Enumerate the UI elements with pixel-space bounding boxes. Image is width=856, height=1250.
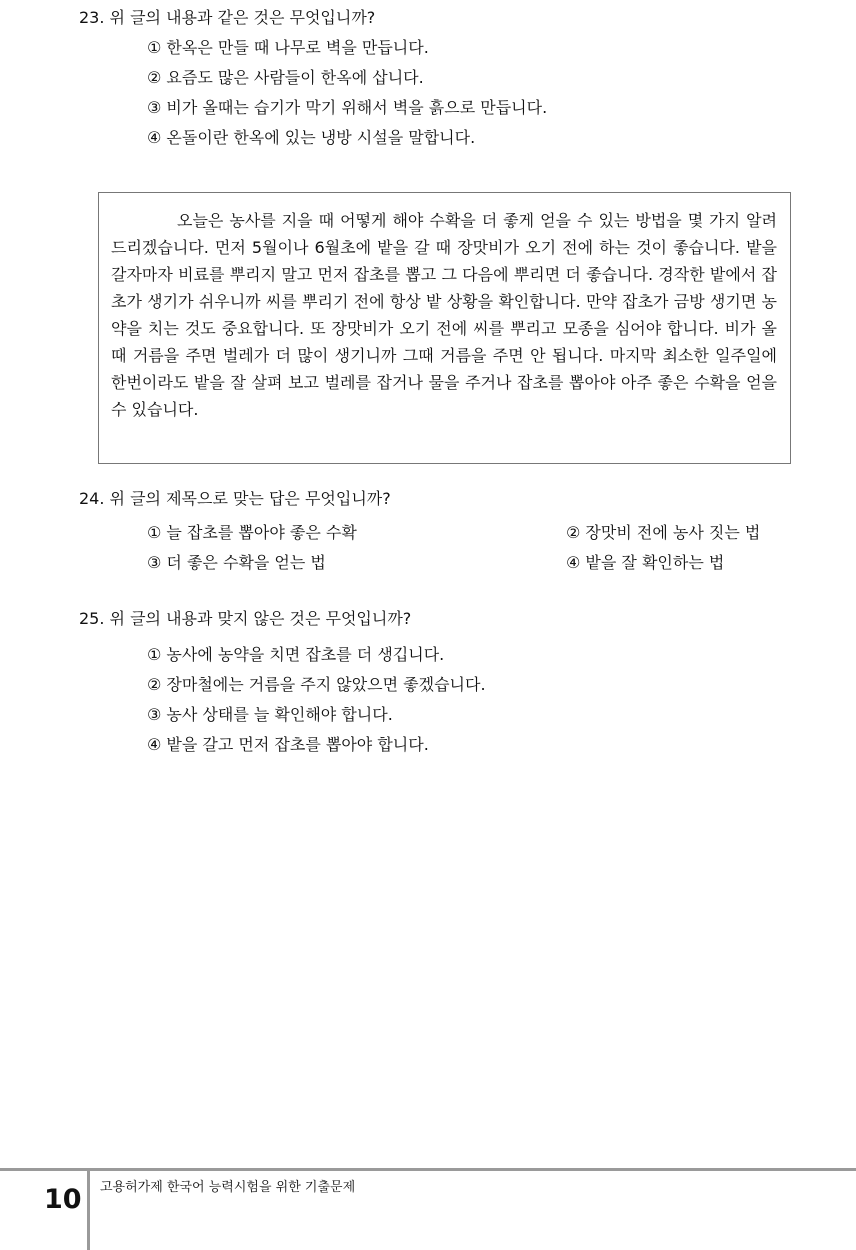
question-24-option-4: ④ 밭을 잘 확인하는 법 bbox=[566, 553, 725, 572]
question-24-option-1: ① 늘 잡초를 뽑아야 좋은 수확 bbox=[147, 523, 357, 542]
question-23-option-1: ① 한옥은 만들 때 나무로 벽을 만듭니다. bbox=[147, 38, 429, 57]
question-24-option-2: ② 장맛비 전에 농사 짓는 법 bbox=[566, 523, 761, 542]
question-23-option-2: ② 요즘도 많은 사람들이 한옥에 삽니다. bbox=[147, 68, 424, 87]
reading-passage-box bbox=[98, 192, 791, 464]
question-25-option-2: ② 장마철에는 거름을 주지 않았으면 좋겠습니다. bbox=[147, 675, 486, 694]
question-24-option-3: ③ 더 좋은 수확을 얻는 법 bbox=[147, 553, 326, 572]
question-25-option-3: ③ 농사 상태를 늘 확인해야 합니다. bbox=[147, 705, 393, 724]
page-number: 10 bbox=[44, 1184, 82, 1215]
question-23-option-4: ④ 온돌이란 한옥에 있는 냉방 시설을 말합니다. bbox=[147, 128, 476, 147]
footer-divider bbox=[0, 1168, 856, 1171]
question-23-option-3: ③ 비가 올때는 습기가 막기 위해서 벽을 흙으로 만듭니다. bbox=[147, 98, 548, 117]
book-title: 고용허가제 한국어 능력시험을 위한 기출문제 bbox=[100, 1180, 356, 1195]
question-24-title: 24. 위 글의 제목으로 맞는 답은 무엇입니까? bbox=[79, 489, 391, 508]
question-25-option-4: ④ 밭을 갈고 먼저 잡초를 뽑아야 합니다. bbox=[147, 735, 429, 754]
footer-vertical-divider bbox=[87, 1168, 90, 1250]
reading-passage-text: 오늘은 농사를 지을 때 어떻게 해야 수확을 더 좋게 얻을 수 있는 방법을 몇 가지 알려 드리겠습니다. 먼저 5월이나 6월초에 밭을 갈 때 장맛비가 오기 전에 하는 것이 좋습니다. 밭을 갈자마자 비료를 뿌리지 말고 먼저 잡초를 뽑고 그 다음에 뿌리면 더 좋습니다. 경작한 밭에서 잡초가 생기가 쉬우니까 씨를 뿌리기 전에 항상 밭 상황을 확인합니다. 만약 잡초가 금방 생기면 농약을 치는 것도 중요합니다. 또 장맛비가 오기 전에 씨를 뿌리고 모종을 심어야 합니다. 비가 올 때 거름을 주면 벌레가 더 많이 생기니까 그때 거름을 주면 안 됩니다. 마지막 최소한 일주일에 한번이라도 밭을 잘 살펴 보고 벌레를 잡거나 물을 주거나 잡초를 뽑아야 아주 좋은 수확을 얻을 수 있습니다. bbox=[111, 211, 777, 419]
question-23-title: 23. 위 글의 내용과 같은 것은 무엇입니까? bbox=[79, 8, 376, 27]
question-25-option-1: ① 농사에 농약을 치면 잡초를 더 생깁니다. bbox=[147, 645, 445, 664]
question-25-title: 25. 위 글의 내용과 맞지 않은 것은 무엇입니까? bbox=[79, 609, 412, 628]
